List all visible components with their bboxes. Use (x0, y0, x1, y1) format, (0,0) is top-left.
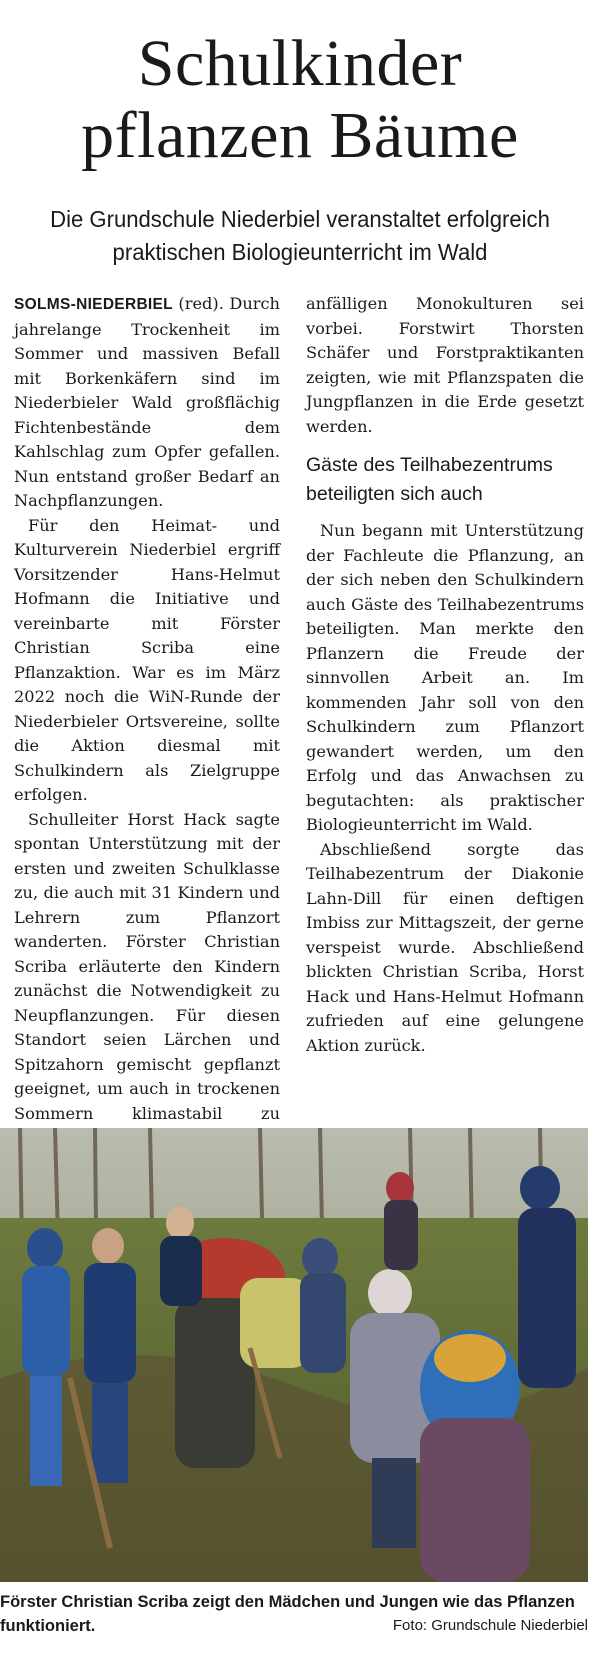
article-paragraph-4: anfälligen Monokulturen sei vorbei. Forstwirt Thorsten Schäfer und Forstpraktikanten zeigten, wie mit Pflanzspaten die Jungpflanzen in die Erde gesetzt werden. (306, 294, 584, 436)
article-paragraph-1 (14, 292, 280, 514)
article-paragraph-2: Für den Heimat- und Kulturverein Niederbiel ergriff Vorsitzender Hans-Helmut Hofmann die Initiative und vereinbarte mit Förster Christian Scriba eine Pflanzaktion. War es im März 2022 noch die WiN-Runde der Niederbieler Ortsvereine, sollte die Aktion diesmal mit Schulkindern als Zielgruppe erfolgen. (14, 515, 280, 804)
article-paragraph-6: Abschließend sorgte das Teilhabezentrum der Diakonie Lahn-Dill für einen deftigen Imbiss zur Mittagszeit, der gerne verspeist wurde. Abschließend blickten Christian Scriba, Horst Hack und Hans-Helmut Hofmann zufrieden auf eine gelungene Aktion zurück. (306, 839, 584, 1055)
caption-text: Förster Christian Scriba zeigt den Mädchen und Jungen wie das Pflanzen funktioniert. (0, 1593, 575, 1635)
headline-line-2: pflanzen Bäume (81, 99, 519, 172)
article-column-left (14, 292, 280, 1151)
article-paragraph-3: Schulleiter Horst Hack sagte spontan Unterstützung mit der ersten und zweiten Schulklasse zu, die auch mit 31 Kindern und Lehrern zum Pflanzort wanderten. Förster Christian Scriba erläuterte den Kindern zunächst die Notwendigkeit zu Neupflanzungen. Für diesen Standort seien Lärchen und Spitzahorn gemischt gepflanzt geeignet, um auch in trockenen Sommern klimastabil zu (14, 809, 280, 1123)
article-paragraph-1-text: (red). Durch jahrelange Trockenheit im Sommer und massiven Befall mit Borkenkäfern sind im Niederbieler Wald großflächig Fichtenbestände dem Kahlschlag zum Opfer gefallen. Nun entstand großer Bedarf an Nachpflanzungen. (14, 294, 280, 510)
headline (0, 28, 600, 172)
photo-credit: Foto: Grundschule Niederbiel (392, 1617, 588, 1634)
headline-line-1: Schulkinder (137, 27, 463, 100)
article-photo (0, 1128, 588, 1582)
dateline: SOLMS-NIEDERBIEL (14, 296, 173, 313)
subheadline-line-1: Die Grundschule Niederbiel veranstaltet erfolgreich (50, 206, 550, 232)
article-column-right (306, 292, 584, 1058)
article-subheading: Gäste des Teilhabezentrums beteiligten sich auch (306, 454, 553, 505)
subheadline-line-2: praktischen Biologieunterricht im Wald (112, 239, 488, 265)
photo-caption (0, 1590, 588, 1638)
subheadline (18, 203, 582, 269)
article-paragraph-5: Nun begann mit Unterstützung der Fachleute die Pflanzung, an der sich neben den Schulkindern auch Gäste des Teilhabezentrums beteiligten. Man merkte den Pflanzern die Freude der sinnvollen Arbeit an. Im kommenden Jahr soll von den Schulkindern zum Pflanzort gewandert werden, um den Erfolg und das Anwachsen zu begutachten: als praktischer Biologieunterricht im Wald. (306, 521, 584, 834)
photo-illustration (0, 1128, 588, 1582)
